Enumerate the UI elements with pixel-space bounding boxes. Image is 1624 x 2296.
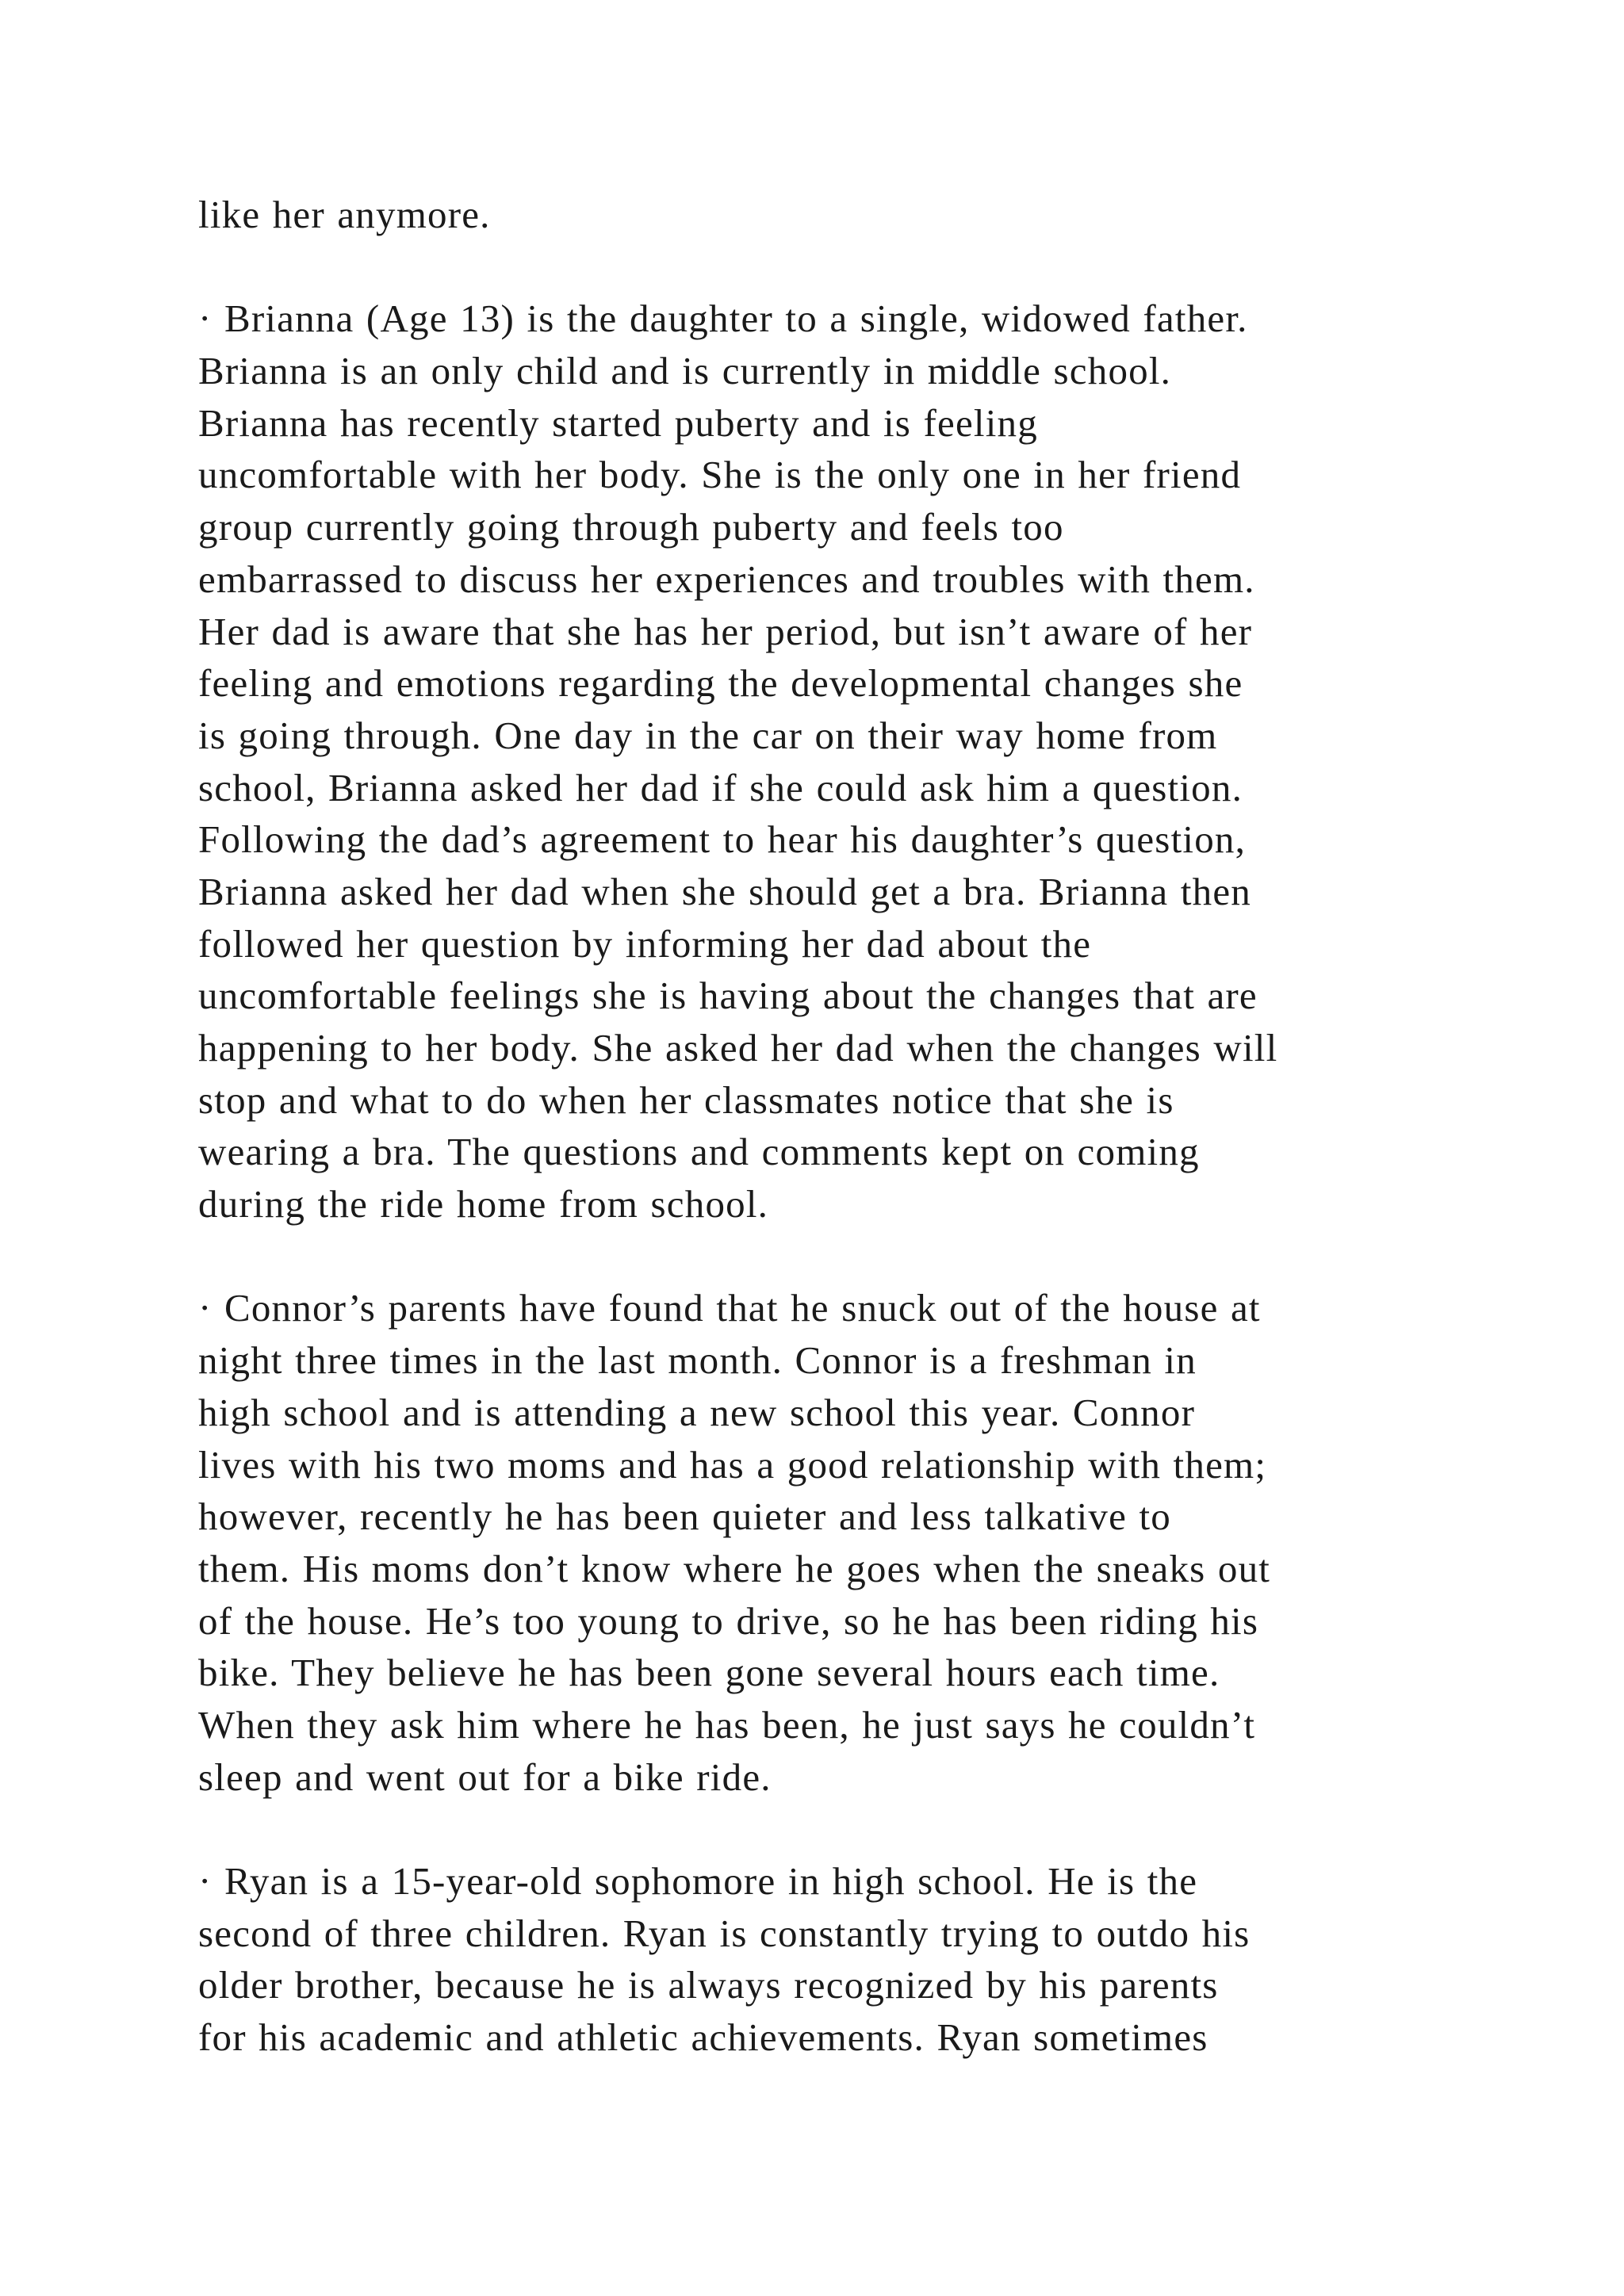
text-line: uncomfortable with her body. She is the only one in her friend [198,453,1242,497]
paragraph-connor [198,1282,1530,1803]
text-line: is going through. One day in the car on their way home from [198,713,1218,757]
text-line: feeling and emotions regarding the developmental changes she [198,661,1243,706]
text-line: Brianna has recently started puberty and is feeling [198,400,1038,445]
text-line: · Ryan is a 15-year-old sophomore in high school. He is the [198,1859,1198,1903]
paragraph-brianna [198,293,1530,1230]
text-line: Her dad is aware that she has her period, but isn’t aware of her [198,609,1253,653]
text-line: school, Brianna asked her dad if she could ask him a question. [198,765,1243,809]
document-body [198,189,1530,2064]
text-line: Brianna is an only child and is currently in middle school. [198,349,1172,393]
text-line: for his academic and athletic achievements. Ryan sometimes [198,2015,1208,2060]
text-line: When they ask him where he has been, he just says he couldn’t [198,1702,1256,1747]
intro-fragment [198,189,1530,241]
paragraph-spacer [198,1803,1530,1855]
text-line: sleep and went out for a bike ride. [198,1755,772,1799]
text-line: group currently going through puberty and feels too [198,505,1064,549]
text-line: uncomfortable feelings she is having about the changes that are [198,974,1258,1018]
text-line: lives with his two moms and has a good relationship with them; [198,1442,1267,1487]
text-line: · Brianna (Age 13) is the daughter to a single, widowed father. [198,297,1248,341]
text-line: Following the dad’s agreement to hear his daughter’s question, [198,817,1247,862]
text-line: of the house. He’s too young to drive, so he has been riding his [198,1598,1259,1643]
paragraph-spacer [198,241,1530,293]
paragraph-spacer [198,1230,1530,1283]
text-line: night three times in the last month. Connor is a freshman in [198,1338,1197,1383]
text-line: them. His moms don’t know where he goes when the sneaks out [198,1546,1271,1590]
text-line: like her anymore. [198,193,491,236]
text-line: stop and what to do when her classmates notice that she is [198,1077,1174,1122]
text-line: during the ride home from school. [198,1182,769,1226]
text-line: high school and is attending a new school this year. Connor [198,1390,1196,1434]
text-line: followed her question by informing her dad about the [198,921,1092,966]
text-line: Brianna asked her dad when she should get a bra. Brianna then [198,869,1251,913]
paragraph-ryan [198,1855,1530,2064]
text-line: · Connor’s parents have found that he snuck out of the house at [198,1286,1261,1330]
text-line: however, recently he has been quieter and less talkative to [198,1494,1171,1539]
text-line: embarrassed to discuss her experiences and troubles with them. [198,557,1255,601]
text-line: happening to her body. She asked her dad when the changes will [198,1026,1278,1070]
text-line: bike. They believe he has been gone several hours each time. [198,1651,1220,1695]
text-line: wearing a bra. The questions and comments kept on coming [198,1130,1200,1174]
text-line: older brother, because he is always recognized by his parents [198,1963,1219,2007]
text-line: second of three children. Ryan is constantly trying to outdo his [198,1911,1251,1955]
